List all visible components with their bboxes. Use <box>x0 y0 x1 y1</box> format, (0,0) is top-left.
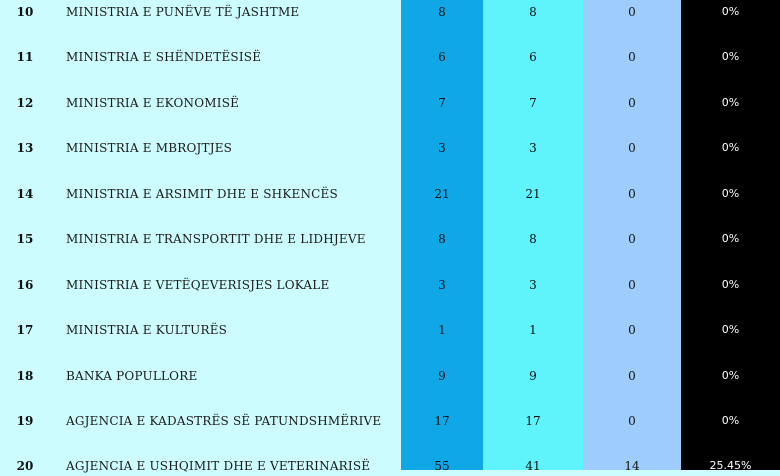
value-total: 3 <box>438 141 446 155</box>
value-second: 8 <box>529 232 537 246</box>
value-total: 55 <box>434 459 450 473</box>
table-row <box>0 229 780 249</box>
row-number: 15 <box>16 232 34 246</box>
value-total: 7 <box>438 96 446 110</box>
institution-name: MINISTRIA E KULTURËS <box>66 323 228 337</box>
value-second: 1 <box>529 323 537 337</box>
value-percent: 0% <box>721 414 740 427</box>
table-row <box>0 275 780 295</box>
institution-name: MINISTRIA E MBROJTJES <box>66 141 233 155</box>
value-total: 1 <box>438 323 446 337</box>
value-percent: 0% <box>721 5 740 18</box>
institution-name: MINISTRIA E ARSIMIT DHE E SHKENCËS <box>66 187 338 201</box>
value-second: 7 <box>529 96 537 110</box>
row-number: 10 <box>16 5 34 19</box>
value-percent: 0% <box>721 369 740 382</box>
institution-name: MINISTRIA E EKONOMISË <box>66 96 240 110</box>
institution-name: MINISTRIA E SHËNDETËSISË <box>66 50 262 64</box>
row-number: 11 <box>16 50 34 64</box>
value-second: 6 <box>529 50 537 64</box>
value-third: 0 <box>628 141 636 155</box>
value-total: 6 <box>438 50 446 64</box>
table-row <box>0 47 780 67</box>
value-percent: 25.45% <box>709 459 752 472</box>
value-percent: 0% <box>721 187 740 200</box>
value-third: 0 <box>628 323 636 337</box>
row-number: 16 <box>16 278 34 292</box>
value-second: 17 <box>525 414 541 428</box>
value-total: 21 <box>434 187 450 201</box>
value-total: 17 <box>434 414 450 428</box>
value-third: 0 <box>628 414 636 428</box>
value-third: 0 <box>628 187 636 201</box>
value-second: 3 <box>529 141 537 155</box>
row-number: 14 <box>16 187 34 201</box>
table-row <box>0 93 780 113</box>
institution-name: MINISTRIA E TRANSPORTIT DHE E LIDHJEVE <box>66 232 366 246</box>
row-number: 13 <box>16 141 34 155</box>
institution-name: BANKA POPULLORE <box>66 369 198 383</box>
table-row <box>0 411 780 431</box>
value-total: 8 <box>438 5 446 19</box>
institution-name: MINISTRIA E VETËQEVERISJES LOKALE <box>66 278 330 292</box>
row-number: 18 <box>16 369 34 383</box>
row-number: 17 <box>16 323 34 337</box>
value-third: 14 <box>624 459 640 473</box>
row-number: 20 <box>16 459 34 473</box>
value-third: 0 <box>628 232 636 246</box>
value-percent: 0% <box>721 50 740 63</box>
value-third: 0 <box>628 96 636 110</box>
row-number: 12 <box>16 96 34 110</box>
value-second: 21 <box>525 187 541 201</box>
table-row <box>0 366 780 386</box>
value-percent: 0% <box>721 232 740 245</box>
table-row <box>0 2 780 22</box>
value-second: 9 <box>529 369 537 383</box>
value-total: 8 <box>438 232 446 246</box>
table-row <box>0 184 780 204</box>
value-third: 0 <box>628 278 636 292</box>
institution-name: MINISTRIA E PUNËVE TË JASHTME <box>66 5 300 19</box>
value-second: 8 <box>529 5 537 19</box>
value-total: 3 <box>438 278 446 292</box>
value-second: 3 <box>529 278 537 292</box>
value-percent: 0% <box>721 96 740 109</box>
institution-name: AGJENCIA E KADASTRËS SË PATUNDSHMËRIVE <box>66 414 382 428</box>
value-third: 0 <box>628 369 636 383</box>
value-third: 0 <box>628 5 636 19</box>
value-second: 41 <box>525 459 541 473</box>
value-percent: 0% <box>721 141 740 154</box>
value-percent: 0% <box>721 323 740 336</box>
value-total: 9 <box>438 369 446 383</box>
row-number: 19 <box>16 414 34 428</box>
table-row <box>0 456 780 476</box>
table-row <box>0 138 780 158</box>
value-third: 0 <box>628 50 636 64</box>
institution-name: AGJENCIA E USHQIMIT DHE E VETERINARISË <box>66 459 371 473</box>
value-percent: 0% <box>721 278 740 291</box>
table-row <box>0 320 780 340</box>
